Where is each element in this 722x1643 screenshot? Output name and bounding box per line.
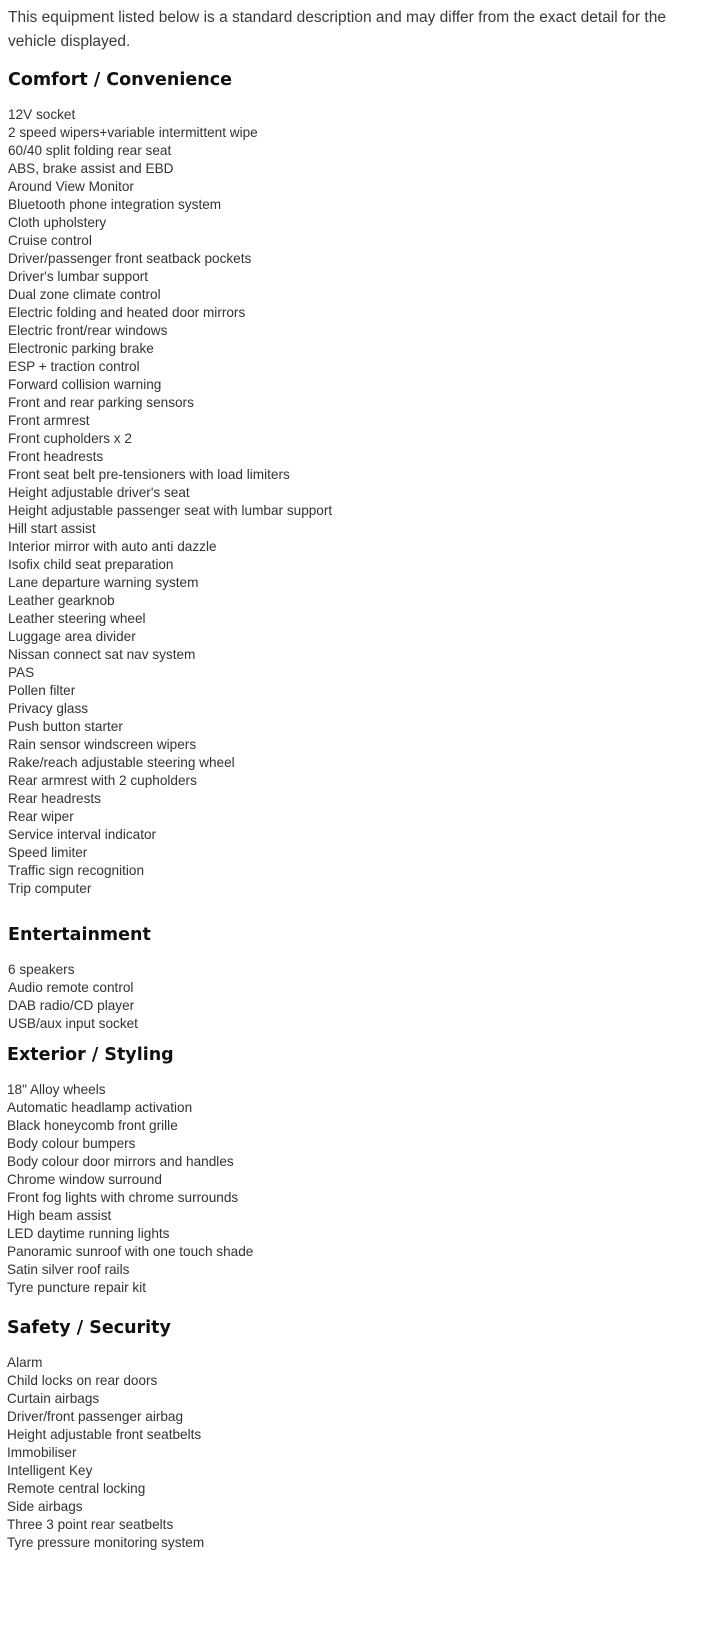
list-item: Side airbags <box>7 1499 83 1514</box>
list-item: Rear wiper <box>8 809 74 824</box>
list-item: LED daytime running lights <box>7 1226 170 1241</box>
list-item: 12V socket <box>8 107 76 122</box>
list-item: Tyre puncture repair kit <box>7 1280 147 1295</box>
equipment-disclaimer: This equipment listed below is a standard description and may differ from the exact detail for the vehicle displayed. <box>8 9 666 50</box>
list-item: Front seat belt pre-tensioners with load limiters <box>8 467 290 482</box>
section-safety-security <box>7 1316 687 1550</box>
list-item: Electric folding and heated door mirrors <box>8 305 246 320</box>
equipment-list-safety-security <box>7 1354 204 1552</box>
list-item: Curtain airbags <box>7 1391 100 1406</box>
section-entertainment <box>8 923 688 1031</box>
list-item: Traffic sign recognition <box>8 863 145 878</box>
list-item: Luggage area divider <box>8 629 136 644</box>
section-heading-comfort-convenience: Comfort / Convenience <box>8 70 232 90</box>
list-item: Privacy glass <box>8 701 89 716</box>
list-item: Rake/reach adjustable steering wheel <box>8 755 235 770</box>
list-item: Front cupholders x 2 <box>8 431 132 446</box>
list-item: ABS, brake assist and EBD <box>8 161 174 176</box>
list-item: Automatic headlamp activation <box>7 1100 193 1115</box>
list-item: Front and rear parking sensors <box>8 395 194 410</box>
list-item: Dual zone climate control <box>8 287 161 302</box>
list-item: Driver/passenger front seatback pockets <box>8 251 252 266</box>
list-item: Tyre pressure monitoring system <box>7 1535 205 1550</box>
list-item: Remote central locking <box>7 1481 146 1496</box>
list-item: USB/aux input socket <box>8 1016 138 1031</box>
list-item: Alarm <box>7 1355 43 1370</box>
list-item: Cloth upholstery <box>8 215 107 230</box>
list-item: Three 3 point rear seatbelts <box>7 1517 174 1532</box>
section-heading-safety-security: Safety / Security <box>7 1318 171 1338</box>
list-item: DAB radio/CD player <box>8 998 135 1013</box>
list-item: Forward collision warning <box>8 377 162 392</box>
list-item: Rain sensor windscreen wipers <box>8 737 197 752</box>
list-item: Black honeycomb front grille <box>7 1118 178 1133</box>
list-item: Audio remote control <box>8 980 134 995</box>
list-item: Leather steering wheel <box>8 611 146 626</box>
section-comfort-convenience <box>8 68 688 896</box>
list-item: Nissan connect sat nav system <box>8 647 196 662</box>
list-item: Front fog lights with chrome surrounds <box>7 1190 239 1205</box>
list-item: Around View Monitor <box>8 179 134 194</box>
list-item: Isofix child seat preparation <box>8 557 174 572</box>
list-item: Trip computer <box>8 881 92 896</box>
section-heading-entertainment: Entertainment <box>8 925 151 945</box>
list-item: Cruise control <box>8 233 92 248</box>
list-item: Height adjustable driver's seat <box>8 485 190 500</box>
list-item: Child locks on rear doors <box>7 1373 158 1388</box>
list-item: Height adjustable front seatbelts <box>7 1427 202 1442</box>
list-item: Body colour bumpers <box>7 1136 136 1151</box>
list-item: Interior mirror with auto anti dazzle <box>8 539 217 554</box>
list-item: Speed limiter <box>8 845 88 860</box>
list-item: 6 speakers <box>8 962 75 977</box>
equipment-list-exterior-styling <box>7 1081 253 1297</box>
list-item: Chrome window surround <box>7 1172 162 1187</box>
list-item: Push button starter <box>8 719 123 734</box>
section-heading-exterior-styling: Exterior / Styling <box>7 1045 174 1065</box>
list-item: Immobiliser <box>7 1445 77 1460</box>
list-item: High beam assist <box>7 1208 112 1223</box>
list-item: Hill start assist <box>8 521 96 536</box>
list-item: Electric front/rear windows <box>8 323 168 338</box>
list-item: Body colour door mirrors and handles <box>7 1154 234 1169</box>
list-item: ESP + traction control <box>8 359 140 374</box>
list-item: 60/40 split folding rear seat <box>8 143 172 158</box>
list-item: 18" Alloy wheels <box>7 1082 106 1097</box>
list-item: Driver's lumbar support <box>8 269 149 284</box>
list-item: Pollen filter <box>8 683 76 698</box>
list-item: Satin silver roof rails <box>7 1262 130 1277</box>
list-item: Lane departure warning system <box>8 575 199 590</box>
equipment-list-comfort-convenience <box>8 106 332 898</box>
list-item: Rear headrests <box>8 791 101 806</box>
list-item: Front armrest <box>8 413 90 428</box>
list-item: Height adjustable passenger seat with lumbar support <box>8 503 333 518</box>
list-item: Intelligent Key <box>7 1463 93 1478</box>
list-item: Driver/front passenger airbag <box>7 1409 184 1424</box>
list-item: PAS <box>8 665 35 680</box>
list-item: Front headrests <box>8 449 104 464</box>
equipment-list-entertainment <box>8 961 138 1033</box>
section-exterior-styling <box>7 1043 687 1295</box>
list-item: Electronic parking brake <box>8 341 154 356</box>
list-item: 2 speed wipers+variable intermittent wipe <box>8 125 258 140</box>
list-item: Leather gearknob <box>8 593 115 608</box>
list-item: Bluetooth phone integration system <box>8 197 222 212</box>
list-item: Service interval indicator <box>8 827 157 842</box>
list-item: Rear armrest with 2 cupholders <box>8 773 197 788</box>
list-item: Panoramic sunroof with one touch shade <box>7 1244 254 1259</box>
